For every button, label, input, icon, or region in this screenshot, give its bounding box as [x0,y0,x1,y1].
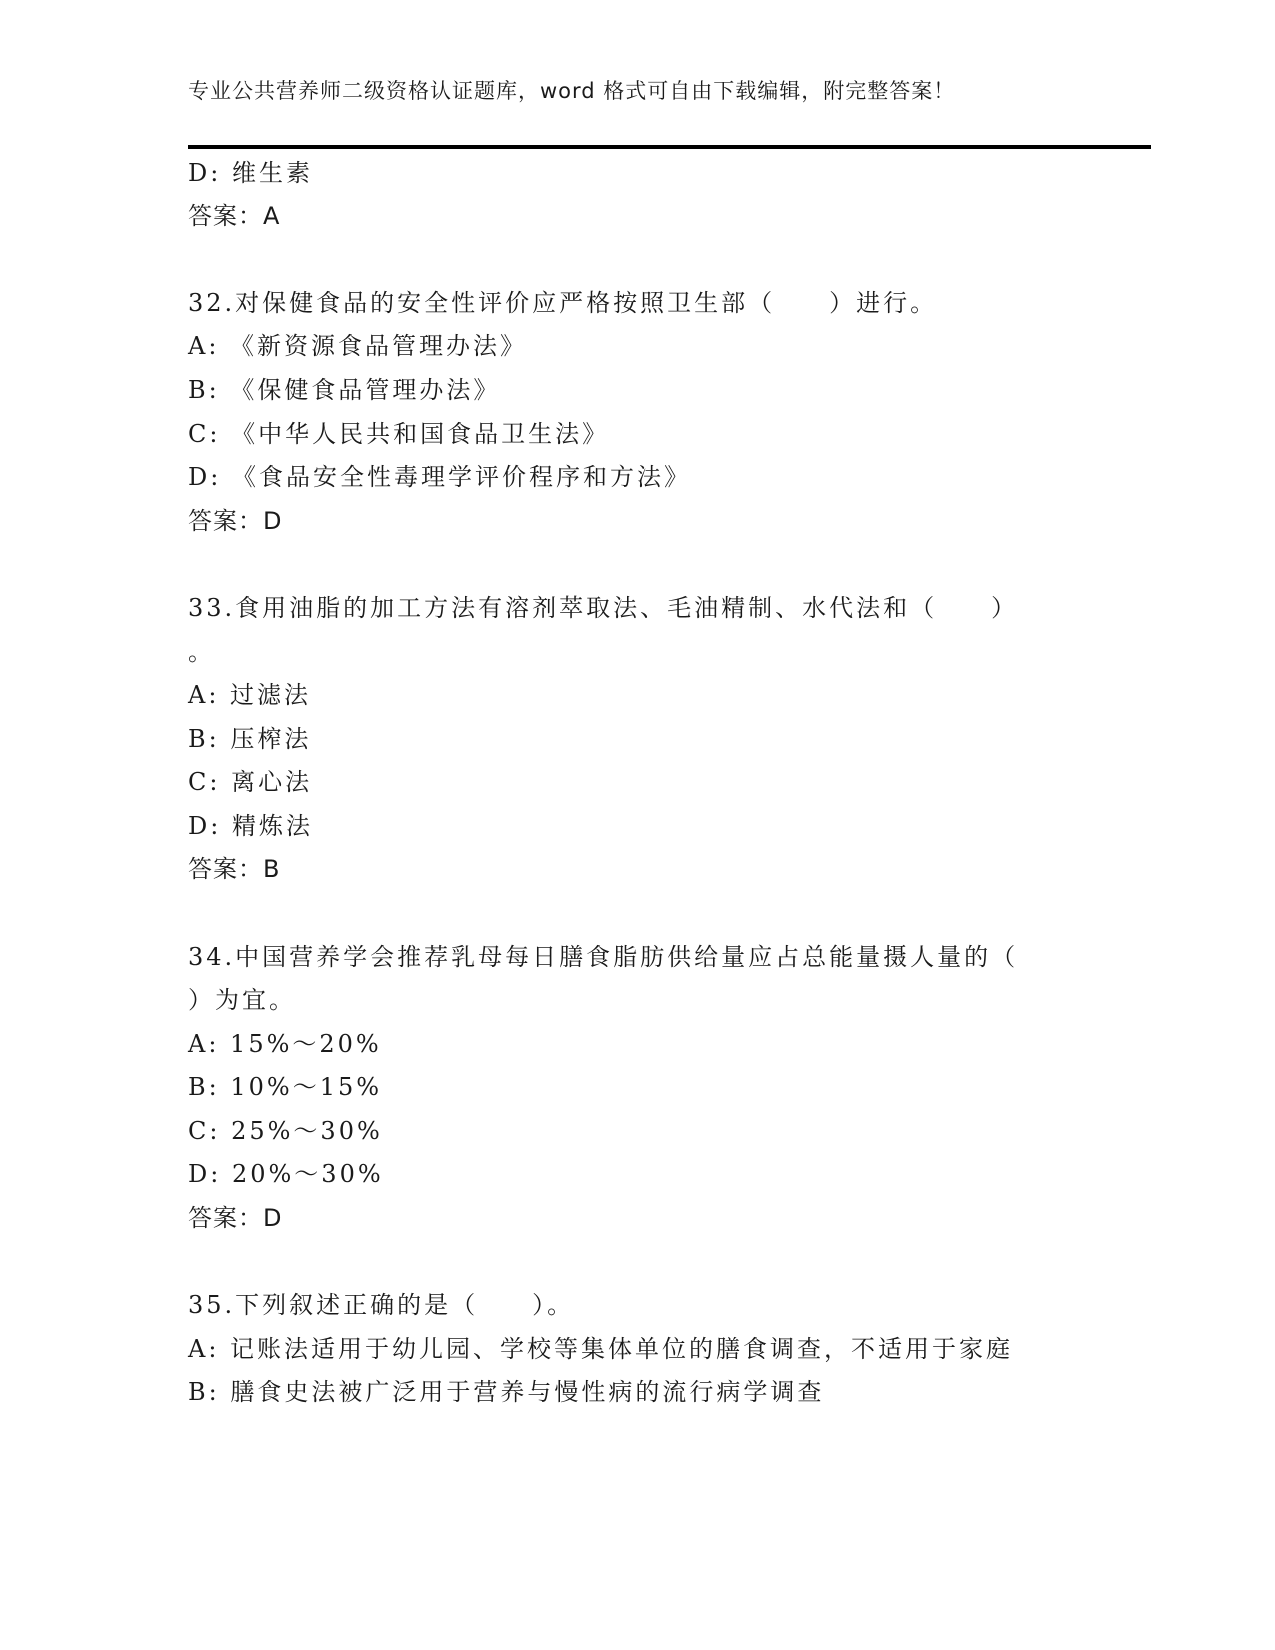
option-a: A: 记账法适用于幼儿园、学校等集体单位的膳食调查，不适用于家庭 [188,1335,1014,1363]
option-c: C: 离心法 [188,768,313,796]
question-33-continued: 。 [188,638,215,666]
page-header: 专业公共营养师二级资格认证题库，word 格式可自由下载编辑，附完整答案！ [188,79,956,103]
option-b: B: 《保健食品管理办法》 [188,376,501,404]
option-b: B: 膳食史法被广泛用于营养与慢性病的流行病学调查 [188,1378,825,1406]
option-c: C: 《中华人民共和国食品卫生法》 [188,420,610,448]
question-32: 32.对保健食品的安全性评价应严格按照卫生部（ ）进行。 [188,289,938,317]
option-a: A: 《新资源食品管理办法》 [188,332,528,360]
option-d: D: 精炼法 [188,812,313,840]
question-33: 33.食用油脂的加工方法有溶剂萃取法、毛油精制、水代法和（ ） [188,594,1019,622]
option-b: B: 10%～15% [188,1073,383,1101]
header-divider [188,145,1151,149]
option-a: A: 15%～20% [188,1030,382,1058]
question-35: 35.下列叙述正确的是（ ）。 [188,1291,575,1319]
option-c: C: 25%～30% [188,1117,383,1145]
answer: 答案：D [188,507,283,535]
answer: 答案：B [188,855,281,883]
option-d: D: 《食品安全性毒理学评价程序和方法》 [188,463,691,491]
option-a: A: 过滤法 [188,681,312,709]
question-34-continued: ）为宜。 [188,986,296,1014]
option-b: B: 压榨法 [188,725,312,753]
option-d: D: 维生素 [188,159,313,187]
answer: 答案：A [188,202,281,230]
option-d: D: 20%～30% [188,1160,384,1188]
question-34: 34.中国营养学会推荐乳母每日膳食脂肪供给量应占总能量摄人量的（ [188,943,1019,971]
answer: 答案：D [188,1204,283,1232]
